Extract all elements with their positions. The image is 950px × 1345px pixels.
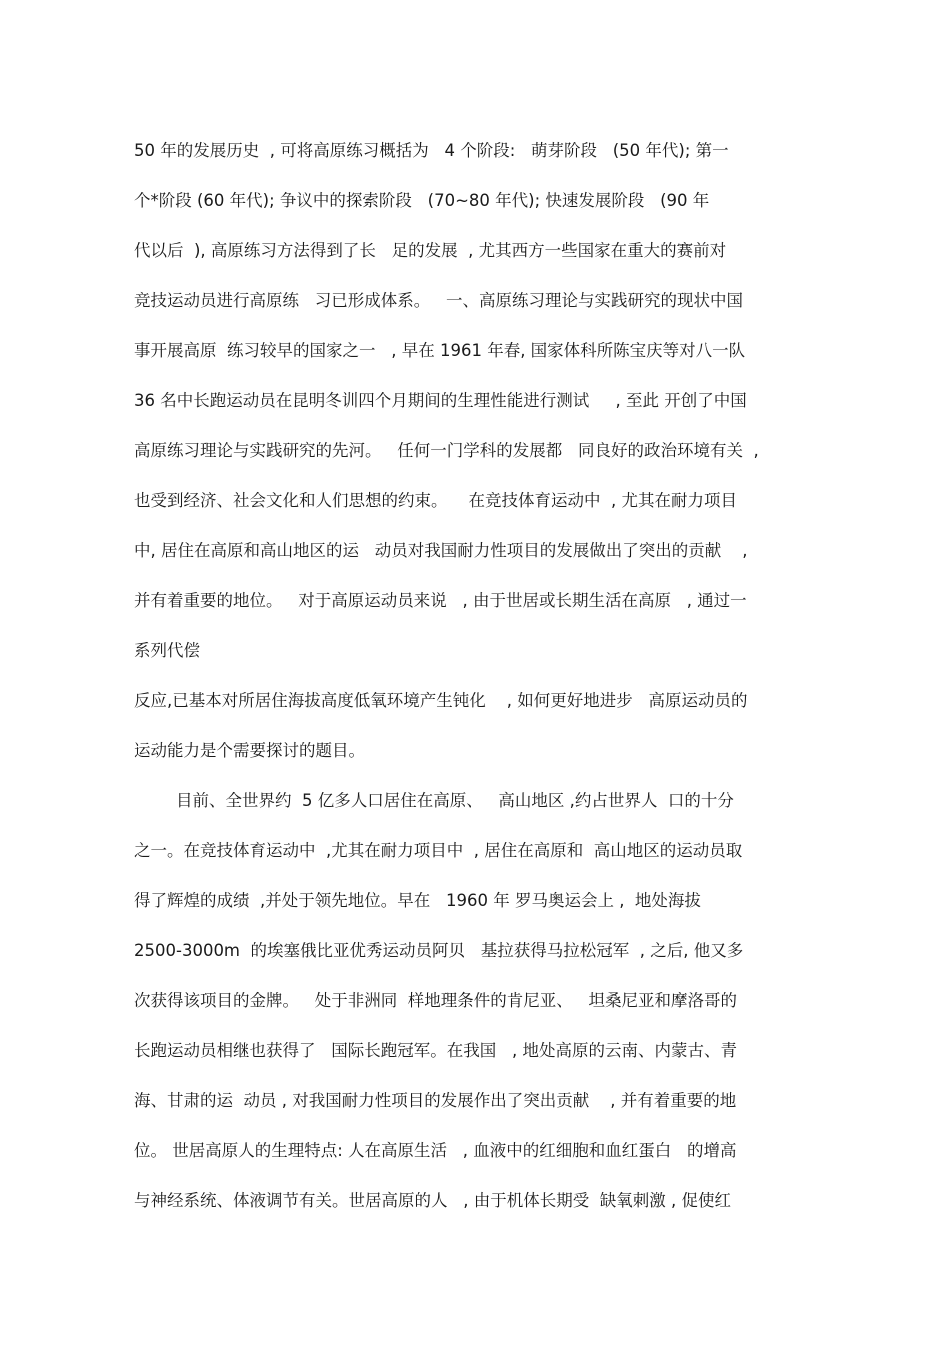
text-line: 也受到经济、社会文化和人们思想的约束。 在竞技体育运动中 , 尤其在耐力项目 [134, 491, 737, 510]
text-line: 之一。在竞技体育运动中 ,尤其在耐力项目中 , 居住在高原和 高山地区的运动员取 [134, 841, 743, 860]
text-line: 得了辉煌的成绩 ,并处于领先地位。早在 1960 年 罗马奥运会上 , 地处海拔 [134, 891, 701, 910]
text-line: 事开展高原 练习较早的国家之一 , 早在 1961 年春, 国家体科所陈宝庆等对八一队 [134, 341, 746, 360]
text-line: 反应,已基本对所居住海拔高度低氧环境产生钝化 , 如何更好地进步 高原运动员的 [134, 691, 748, 710]
text-line: 目前、全世界约 5 亿多人口居住在高原、 高山地区 ,约占世界人 口的十分 [134, 791, 734, 810]
text-line: 代以后 ), 高原练习方法得到了长 足的发展 , 尤其西方一些国家在重大的赛前对 [134, 241, 727, 260]
text-line: 次获得该项目的金牌。 处于非洲同 样地理条件的肯尼亚、 坦桑尼亚和摩洛哥的 [134, 991, 737, 1010]
text-line: 运动能力是个需要探讨的题目。 [134, 741, 365, 760]
text-line: 与神经系统、体液调节有关。世居高原的人 , 由于机体长期受 缺氧刺激 , 促使红 [134, 1191, 731, 1210]
text-line: 长跑运动员相继也获得了 国际长跑冠军。在我国 , 地处高原的云南、内蒙古、青 [134, 1041, 737, 1060]
text-line: 中, 居住在高原和高山地区的运 动员对我国耐力性项目的发展做出了突出的贡献 , [134, 541, 748, 560]
text-line: 竞技运动员进行高原练 习已形成体系。 一、高原练习理论与实践研究的现状中国 [134, 291, 743, 310]
text-line: 位。 世居高原人的生理特点: 人在高原生活 , 血液中的红细胞和血红蛋白 的增高 [134, 1141, 737, 1160]
text-line: 高原练习理论与实践研究的先河。 任何一门学科的发展都 同良好的政治环境有关 , [134, 441, 759, 460]
text-line: 系列代偿 [134, 641, 200, 660]
text-line: 个*阶段 (60 年代); 争议中的探索阶段 (70~80 年代); 快速发展阶段 (90 年 [134, 191, 710, 210]
text-line: 并有着重要的地位。 对于高原运动员来说 , 由于世居或长期生活在高原 , 通过一 [134, 591, 747, 610]
text-line: 36 名中长跑运动员在昆明冬训四个月期间的生理性能进行测试 , 至此 开创了中国 [134, 391, 747, 410]
text-line: 50 年的发展历史 , 可将高原练习概括为 4 个阶段: 萌芽阶段 (50 年代); 第一 [134, 141, 729, 160]
text-line: 海、甘肃的运 动员 , 对我国耐力性项目的发展作出了突出贡献 , 并有着重要的地 [134, 1091, 737, 1110]
text-line: 2500-3000m 的埃塞俄比亚优秀运动员阿贝 基拉获得马拉松冠军 , 之后, 他又多 [134, 941, 744, 960]
